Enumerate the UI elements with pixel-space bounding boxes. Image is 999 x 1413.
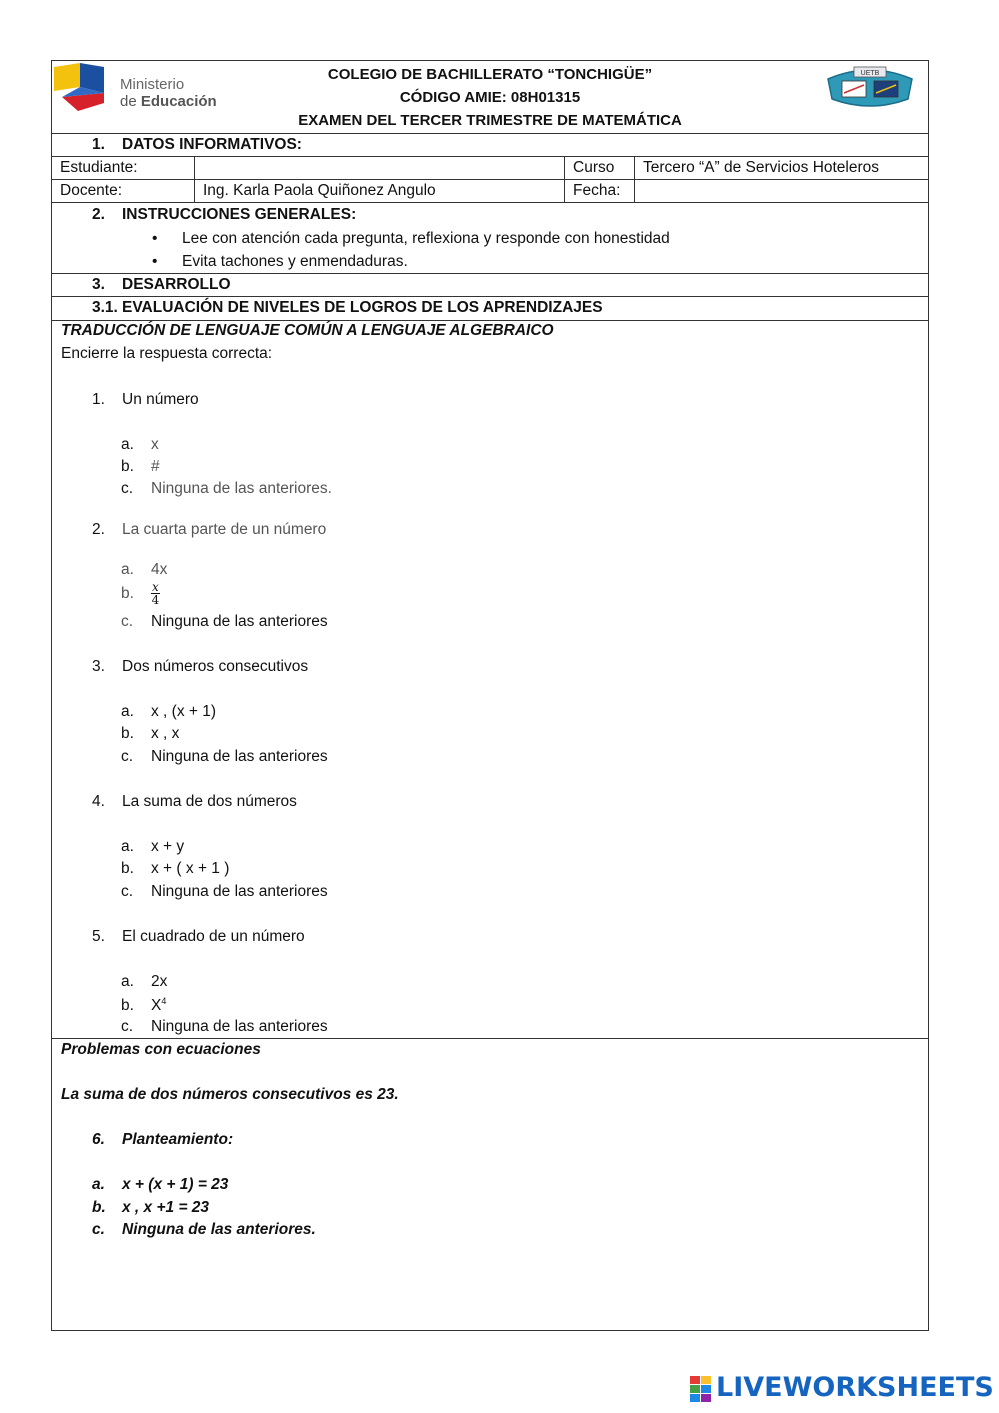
part-2-statement: La suma de dos números consecutivos es 23. bbox=[61, 1086, 399, 1103]
section-3-title: DESARROLLO bbox=[122, 276, 231, 293]
teacher-row bbox=[52, 180, 928, 203]
section-2-title: INSTRUCCIONES GENERALES: bbox=[122, 206, 357, 223]
question-2: 2. La cuarta parte de un número bbox=[92, 521, 327, 538]
liveworksheets-logo-icon bbox=[690, 1376, 712, 1402]
brand-name: LIVEWORKSHEETS bbox=[716, 1372, 994, 1403]
part-2-heading: Problemas con ecuaciones bbox=[61, 1041, 261, 1058]
header-titles bbox=[52, 63, 928, 132]
part-1-block bbox=[52, 321, 928, 1039]
section-3-1-number: 3.1. bbox=[92, 299, 118, 316]
instruction-list bbox=[152, 227, 670, 273]
student-row bbox=[52, 157, 928, 180]
option-2b[interactable]: b. $\frac{x}{4}$ bbox=[121, 580, 160, 607]
section-3-header bbox=[52, 274, 928, 297]
option-1c[interactable]: c. Ninguna de las anteriores. bbox=[121, 480, 332, 497]
exam-title: EXAMEN DEL TERCER TRIMESTRE DE MATEMÁTICA bbox=[298, 112, 682, 129]
option-3a[interactable]: a. x , (x + 1) bbox=[121, 703, 217, 720]
option-4b[interactable]: b. x + ( x + 1 ) bbox=[121, 860, 230, 877]
fraction: $\frac{x}{4}$ bbox=[151, 580, 160, 607]
exam-header bbox=[52, 61, 928, 134]
question-4: 4. La suma de dos números bbox=[92, 793, 297, 810]
section-1-header bbox=[52, 134, 928, 157]
bullet-icon: • bbox=[152, 230, 158, 247]
section-2 bbox=[52, 203, 928, 274]
ministry-text-1: Ministerio bbox=[120, 76, 185, 93]
exam-sheet bbox=[51, 60, 929, 1331]
option-2a[interactable]: a. 4x bbox=[121, 561, 168, 578]
course-value: Tercero “A” de Servicios Hoteleros bbox=[634, 157, 928, 179]
course-label: Curso bbox=[564, 157, 634, 179]
option-6a[interactable]: a. x + (x + 1) = 23 bbox=[92, 1176, 229, 1193]
part-1-instruction: Encierre la respuesta correcta: bbox=[61, 345, 273, 362]
option-1a[interactable]: a. x bbox=[121, 436, 159, 453]
option-1b[interactable]: b. # bbox=[121, 458, 160, 475]
section-1-title: DATOS INFORMATIVOS: bbox=[122, 136, 302, 153]
question-3: 3. Dos números consecutivos bbox=[92, 658, 309, 675]
option-4a[interactable]: a. x + y bbox=[121, 838, 185, 855]
student-field[interactable] bbox=[194, 157, 564, 179]
school-crest bbox=[824, 63, 916, 109]
date-field[interactable] bbox=[634, 180, 928, 202]
question-5: 5. El cuadrado de un número bbox=[92, 928, 305, 945]
section-3-1-header bbox=[52, 297, 928, 321]
section-1-number: 1. bbox=[92, 136, 105, 153]
teacher-value: Ing. Karla Paola Quiñonez Angulo bbox=[194, 180, 564, 202]
question-1: 1. Un número bbox=[92, 391, 199, 408]
date-label: Fecha: bbox=[564, 180, 634, 202]
student-label: Estudiante: bbox=[60, 159, 138, 176]
section-2-number: 2. bbox=[92, 206, 105, 223]
option-6b[interactable]: b. x , x +1 = 23 bbox=[92, 1199, 210, 1216]
ministry-text-2: de Educación bbox=[120, 93, 217, 110]
crest-text: UETB bbox=[860, 70, 880, 77]
option-6c[interactable]: c. Ninguna de las anteriores. bbox=[92, 1221, 316, 1238]
option-2c[interactable]: c. Ninguna de las anteriores bbox=[121, 613, 328, 630]
section-2-header bbox=[92, 204, 356, 226]
teacher-label: Docente: bbox=[60, 182, 123, 199]
bullet-icon: • bbox=[152, 253, 158, 270]
option-4c[interactable]: c. Ninguna de las anteriores bbox=[121, 883, 328, 900]
school-code: CÓDIGO AMIE: 08H01315 bbox=[399, 89, 581, 106]
section-3-1-title: EVALUACIÓN DE NIVELES DE LOGROS DE LOS APRENDIZAJES bbox=[122, 299, 603, 316]
option-3c[interactable]: c. Ninguna de las anteriores bbox=[121, 748, 328, 765]
option-5b[interactable]: b. $X^4$ bbox=[121, 996, 167, 1015]
part-1-heading: TRADUCCIÓN DE LENGUAJE COMÚN A LENGUAJE ALGEBRAICO bbox=[61, 322, 554, 339]
school-name: COLEGIO DE BACHILLERATO “TONCHIGÜE” bbox=[327, 66, 653, 83]
instruction-item: • Evita tachones y enmendaduras. bbox=[152, 250, 670, 273]
option-5a[interactable]: a. 2x bbox=[121, 973, 168, 990]
option-3b[interactable]: b. x , x bbox=[121, 725, 180, 742]
option-5c[interactable]: c. Ninguna de las anteriores bbox=[121, 1018, 328, 1035]
liveworksheets-brand bbox=[690, 1372, 994, 1406]
section-3-number: 3. bbox=[92, 276, 105, 293]
instruction-item: • Lee con atención cada pregunta, reflexiona y responde con honestidad bbox=[152, 227, 670, 250]
question-6: 6. Planteamiento: bbox=[92, 1131, 234, 1148]
